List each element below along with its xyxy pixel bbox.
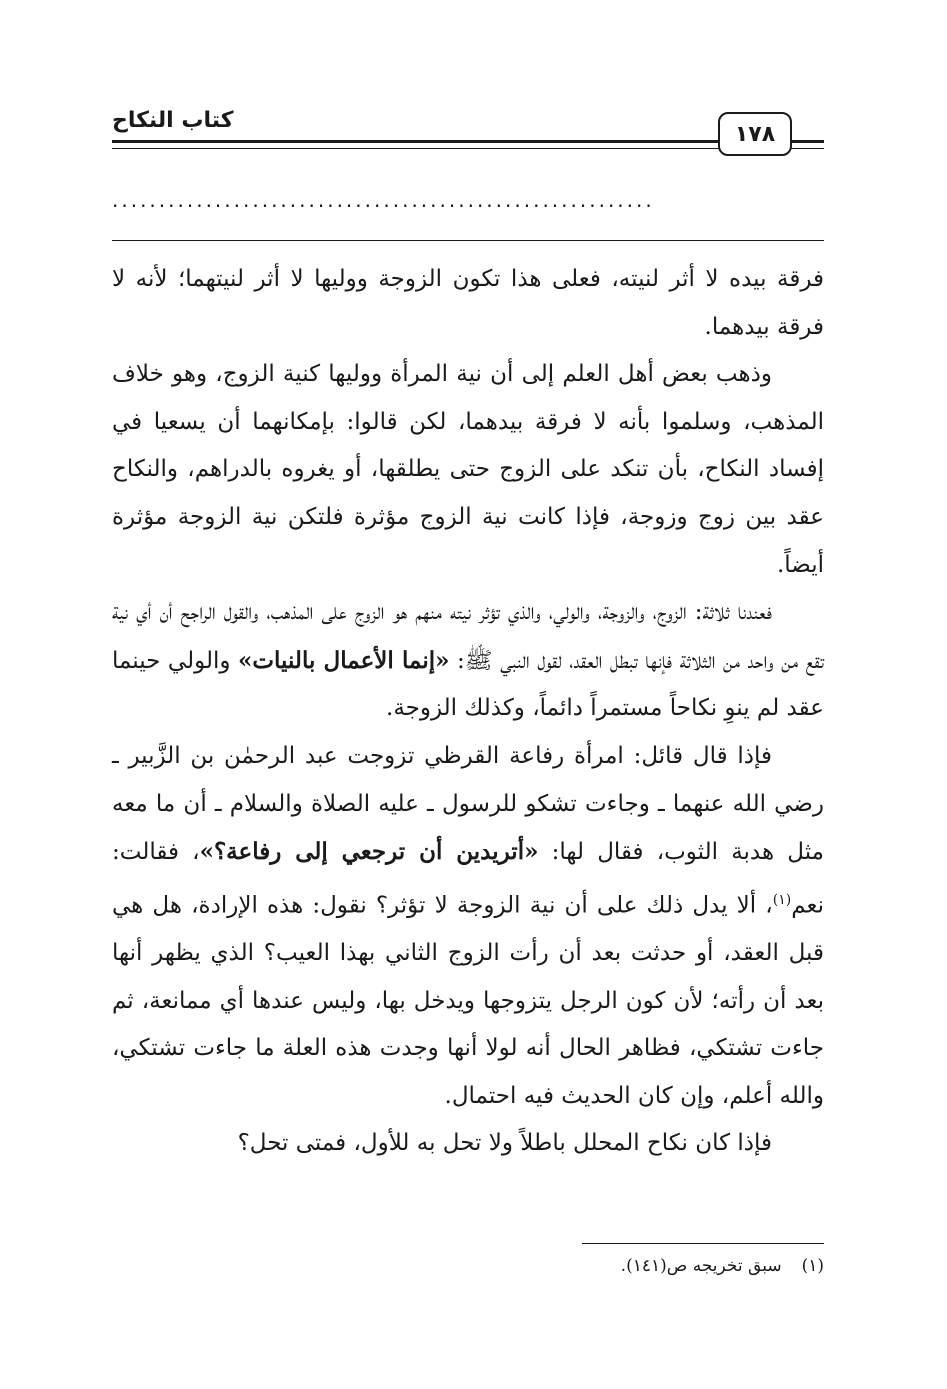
header-rule-thin [112,148,720,149]
paragraph [112,733,824,1120]
paragraph: وذهب بعض أهل العلم إلى أن نية المرأة ووليها كنية الزوج، وهو خلاف المذهب، وسلموا بأنه لا فرقة بيدهما، لكن قالوا: بإمكانهما أن يسعيا في إفساد النكاح، بأن تنكد على الزوج حتى يطلقها، أو يغروه بالدراهم، والنكاح عقد بين زوج وزوجة، فإذا كانت نية الزوج مؤثرة فلتكن نية الزوجة مؤثرة أيضاً. [112,361,824,578]
main-text [112,256,824,1168]
header-rule [112,140,720,143]
footnote-rule [582,1243,824,1244]
book-title: كتاب النكاح [112,108,234,133]
footnote-reference[interactable]: (١) [772,891,792,908]
header-rule-right [790,140,824,143]
page-number: ١٧٨ [718,112,792,156]
footnote [112,1256,824,1276]
page-header [112,108,824,156]
paragraph-text: ، ألا يدل ذلك على أن نية الزوجة لا تؤثر؟ نقول: هذه الإرادة، هل هي قبل العقد، أو حدثت بعد أن رأت الزوج الثاني بهذا العيب؟ الذي يظهر أنها بعد أن رأته؛ لأن كون الرجل يتزوجها ويدخل بها، وليس عندها أي ممانعة، ثم جاءت تشتكي، فظاهر الحال أنه لولا أنها وجدت هذه العلة ما جاءت تشتكي، والله أعلم، وإن كان الحديث فيه احتمال. [112,892,824,1109]
paragraph: فإذا كان نكاح المحلل باطلاً ولا تحل به للأول، فمتى تحل؟ [237,1130,772,1157]
separator-rule [112,240,824,241]
footnote-text: سبق تخريجه ص(١٤١). [620,1256,782,1276]
separator-dots: .......................................................... [112,188,655,212]
paragraph: فرقة بيده لا أثر لنيته، فعلى هذا تكون الزوجة ووليها لا أثر لنيتهما؛ لأنه لا فرقة بيدهما. [112,266,824,340]
paragraph-text: فعندنا ثلاثة: الزوج، والزوجة، والولي، والذي تؤثر نيته منهم هو الزوج على المذهب، والقول الراجح أن أي نية تقع من واحد من الثلاثة فإنها تبطل العقد، لقول النبي ﷺ: [112,599,825,674]
header-rule-right-thin [790,148,824,149]
hadith-quote: «إنما الأعمال بالنيات» [238,646,450,674]
paragraph-text: والولي حينما عقد لم ينوِ نكاحاً مستمراً دائماً، وكذلك الزوجة. [112,647,824,722]
paragraph-text: ، فقالت: نعم [112,839,824,919]
footnote-marker: (١) [801,1256,824,1276]
paragraph-text: فإذا قال قائل: امرأة رفاعة القرظي تزوجت عبد الرحمٰن بن الزَّبير ـ رضي الله عنهما ـ وجاءت تشكو للرسول ـ عليه الصلاة والسلام ـ أن ما معه مثل هدبة الثوب، فقال لها: [112,742,824,866]
paragraph [112,589,824,733]
hadith-quote: «أتريدين أن ترجعي إلى رفاعة؟» [199,838,539,866]
